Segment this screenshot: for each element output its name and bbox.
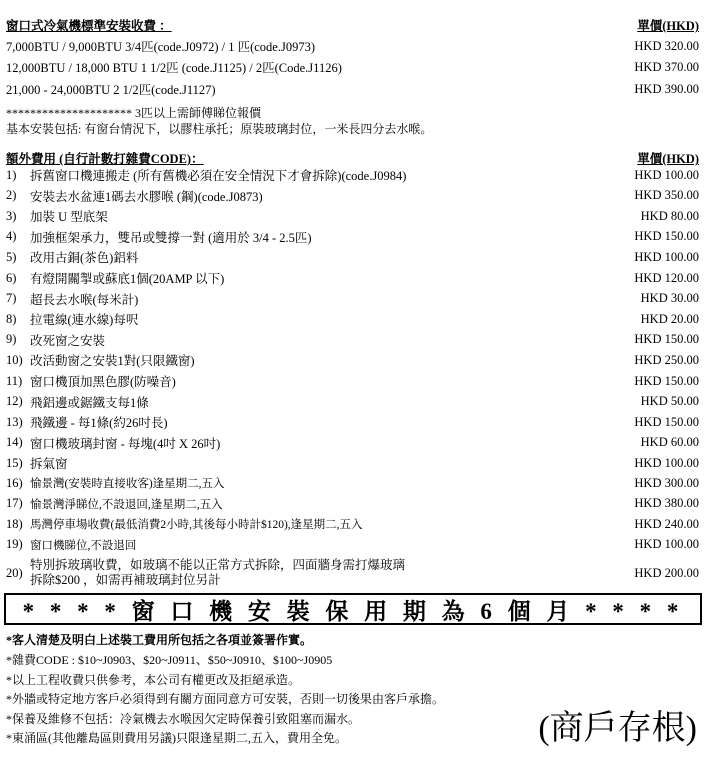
standard-price-header: 單價(HKD) [637,19,699,33]
row-description: 窗口機睇位,不設退回 [30,539,137,552]
row-price: HKD 300.00 [634,475,699,490]
merchant-stub-label: (商戶存根) [538,710,697,747]
row-description: 改活動窗之安裝1對(只限鐵窗) [30,354,195,369]
row-price: HKD 150.00 [634,229,699,244]
extra-row [6,310,699,328]
row-number: 7) [6,291,17,306]
standard-header-row [6,16,699,34]
row-price: HKD 100.00 [634,455,699,470]
row-description: 7,000BTU / 9,000BTU 3/4匹(code.J0972) / 1 匹(code.J0973) [6,40,315,54]
row-number: 8) [6,311,17,326]
row-price: HKD 370.00 [634,59,699,74]
extra-row [6,228,699,246]
row-price: HKD 60.00 [640,435,699,450]
extra-row [6,331,699,349]
row-number: 13) [6,414,23,429]
row-description: 改死窗之安裝 [30,333,106,348]
standard-note-quote: ********************* 3匹以上需師傅睇位報價 [6,106,262,120]
row-price: HKD 80.00 [640,208,699,223]
row-description: 窗口機頂加黑色膠(防噪音) [30,375,176,389]
standard-row [6,58,699,76]
row-number: 1) [6,167,17,182]
extra-row [6,413,699,431]
row-description-line1: 特別拆玻璃收費，如玻璃不能以正常方式拆除，四面牆身需打爆玻璃 [30,558,406,572]
row-description: 加強框架承力，雙吊或雙撐一對 (適用於 3/4 - 2.5匹) [30,230,312,245]
row-number: 15) [6,455,23,470]
extra-row [6,187,699,205]
footer-note: *東涌區(其他離島區則費用另議)只限逢星期二,五入，費用全免。 [6,731,347,745]
extra-row [6,269,699,287]
row-description: 愉景灣(安裝時直接收客)逢星期二,五入 [30,478,225,490]
row-price: HKD 120.00 [634,270,699,285]
row-number: 20) [6,565,23,580]
footer-note: *以上工程收費只供參考，本公司有權更改及拒絕承造。 [6,672,301,687]
row-description: 加裝 U 型底架 [30,210,108,225]
row-description: 飛鋁邊或鋸鐵支每1條 [30,395,149,410]
row-description: 超長去水喉(每米計) [30,292,139,307]
row-number: 14) [6,435,23,450]
row-description: 安裝去水盆連1碼去水膠喉 (鋼)(code.J0873) [30,189,263,204]
extra-heading: 額外費用 (自行計數打雜費CODE)： [6,152,204,166]
row-number: 10) [6,352,23,367]
row-description: 拉電線(連水線)每呎 [30,313,139,328]
footer-note: *外牆或特定地方客戶必須得到有關方面同意方可安裝，否則一切後果由客戶承擔。 [6,692,445,706]
row-number: 17) [6,496,23,511]
extra-row [6,537,699,553]
row-description: 馬灣停車場收費(最低消費2小時,其後每小時計$120),逢星期二,五入 [30,519,363,532]
row-price: HKD 50.00 [640,394,699,409]
row-description: 窗口機玻璃封窗 - 每塊(4吋 X 26吋) [30,436,221,451]
row-price: HKD 30.00 [640,291,699,306]
row-number: 18) [6,516,23,531]
extra-header-row [6,149,699,167]
extra-price-header: 單價(HKD) [637,152,699,166]
standard-note-includes: 基本安裝包括: 有窗台情況下，以膠柱承托；原裝玻璃封位，一米長四分去水喉。 [6,122,433,136]
row-price: HKD 380.00 [634,496,699,511]
footer-bold-note: *客人清楚及明白上述裝工費用所包括之各項並簽署作實。 [6,633,313,647]
extra-row [6,248,699,266]
row-description: 拆氣窗 [30,457,68,472]
row-number: 11) [6,373,23,388]
row-description: 飛鐵邊 - 每1條(約26吋長) [30,416,168,431]
row-description: 21,000 - 24,000BTU 2 1/2匹(code.J1127) [6,83,216,97]
extra-row [6,207,699,225]
row-price: HKD 100.00 [634,249,699,264]
row-description: 愉景灣淨睇位,不設退回,逢星期二,五入 [30,498,223,511]
extra-row [6,351,699,369]
footer-note: *保養及維修不包括：冷氣機去水喉因欠定時保養引致阻塞而漏水。 [6,711,361,726]
extra-row [6,496,699,512]
row-description-line2: 拆除$200 ，如需再補玻璃封位另計 [30,573,221,587]
extra-row [6,166,699,184]
row-price: HKD 20.00 [640,311,699,326]
extra-row [6,393,699,411]
row-price: HKD 200.00 [634,565,699,580]
row-description: 拆舊窗口機連搬走 (所有舊機必須在安全情況下才會拆除)(code.J0984) [30,169,407,183]
extra-row [6,434,699,452]
row-price: HKD 320.00 [634,38,699,53]
extra-row [6,516,699,532]
row-number: 4) [6,229,17,244]
row-price: HKD 150.00 [634,332,699,347]
row-price: HKD 240.00 [634,516,699,531]
row-number: 3) [6,208,17,223]
extra-row [6,290,699,308]
row-description: 有燈開關掣或蘇底1個(20AMP 以下) [30,272,225,286]
row-number: 12) [6,394,23,409]
extra-row [6,372,699,390]
extra-row-20 [6,558,699,588]
standard-row [6,80,699,98]
row-price: HKD 150.00 [634,414,699,429]
row-number: 2) [6,188,17,203]
row-description: 12,000BTU / 18,000 BTU 1 1/2匹 (code.J1125) / 2匹(Code.J1126) [6,61,342,75]
standard-heading: 窗口式冷氣機標準安裝收費 ： [6,19,172,33]
row-number: 6) [6,270,17,285]
footer-note: *雜費CODE : $10~J0903、$20~J0911、$50~J0910、$100~J0905 [6,653,333,667]
row-price: HKD 100.00 [634,537,699,552]
row-number: 9) [6,332,17,347]
extra-row [6,454,699,472]
row-price: HKD 100.00 [634,167,699,182]
row-description: 改用古銅(茶色)鋁料 [30,251,139,266]
warranty-banner: * * * * 窗 口 機 安 裝 保 用 期 為 6 個 月 * * * * [4,593,702,625]
row-number: 16) [6,475,23,490]
standard-row [6,37,699,55]
row-price: HKD 250.00 [634,352,699,367]
row-number: 19) [6,537,23,552]
extra-row [6,475,699,491]
row-price: HKD 390.00 [634,81,699,96]
row-price: HKD 150.00 [634,373,699,388]
row-number: 5) [6,249,17,264]
row-price: HKD 350.00 [634,188,699,203]
